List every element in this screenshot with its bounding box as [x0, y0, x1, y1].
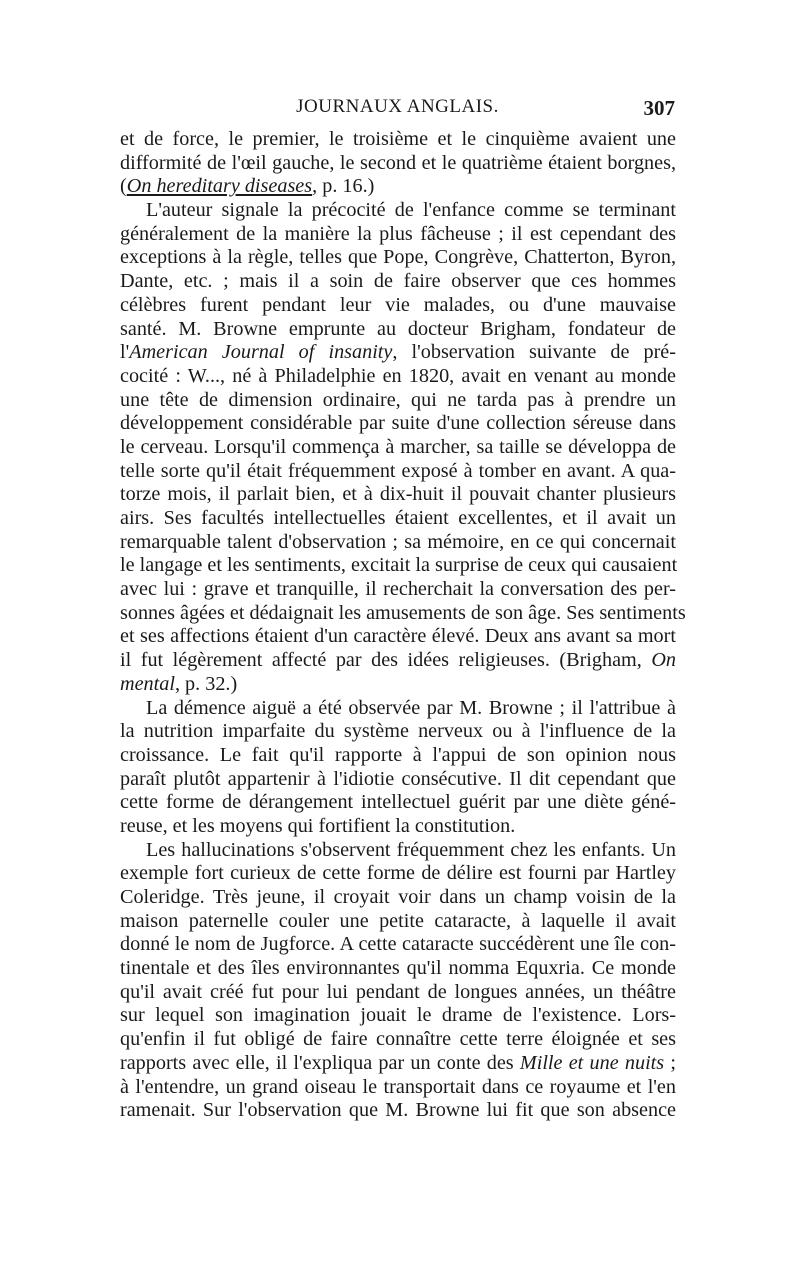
running-title: JOURNAUX ANGLAIS. — [296, 96, 499, 117]
page-header — [120, 96, 675, 126]
paragraph-start: L'auteur signale la précocité de l'enfance comme se terminant — [146, 199, 676, 222]
text-line: célèbres furent pendant leur vie malades, ou d'une mauvaise — [120, 293, 676, 316]
text-line: Dante, etc. ; mais il a soin de faire observer que ces hommes — [120, 270, 676, 293]
text-line: généralement de la manière la plus fâcheuse ; il est cependant des — [120, 222, 676, 245]
text-line: donné le nom de Jugforce. A cette cataracte succédèrent une île con- — [120, 933, 676, 956]
text-line: qu'il avait créé fut pour lui pendant de longues années, un théâtre — [120, 980, 676, 1003]
citation-line: mental, p. 32.) — [120, 672, 238, 695]
text-line: paraît plutôt appartenir à l'idiotie consécutive. Il dit cependant que — [120, 767, 676, 790]
text-line: le cerveau. Lorsqu'il commença à marcher, sa taille se développa de — [120, 435, 676, 458]
text-line: exemple fort curieux de cette forme de délire est fourni par Hartley — [120, 862, 676, 885]
citation-line: (On hereditary diseases, p. 16.) — [120, 175, 375, 198]
text-line: ramenait. Sur l'observation que M. Browne lui fit que son absence — [120, 1099, 676, 1122]
text-line: une tête de dimension ordinaire, qui ne tarda pas à prendre un — [120, 388, 676, 411]
text-line: sur lequel son imagination jouait le drame de l'existence. Lors- — [120, 1004, 676, 1027]
text-line: et de force, le premier, le troisième et le cinquième avaient une — [120, 128, 676, 150]
text-line: exceptions à la règle, telles que Pope, Congrève, Chatterton, Byron, — [120, 246, 676, 269]
text-line: santé. M. Browne emprunte au docteur Brigham, fondateur de — [120, 317, 676, 340]
text-line: il fut légèrement affecté par des idées religieuses. (Brigham, On — [120, 649, 676, 672]
text-line: reuse, et les moyens qui fortifient la constitution. — [120, 814, 516, 837]
text-line: avec lui : grave et tranquille, il recherchait la conversation des per- — [120, 578, 676, 601]
text-line: cocité : W..., né à Philadelphie en 1820, avait en venant au monde — [120, 364, 676, 387]
text-line: la nutrition imparfaite du système nerveux ou à l'influence de la — [120, 720, 676, 743]
body-text — [120, 128, 686, 1123]
text-line: tinentale et des îles environnantes qu'il nomma Equxria. Ce monde — [120, 957, 676, 980]
text-line: développement considérable par suite d'une collection séreuse dans — [120, 412, 676, 435]
text-line: cette forme de dérangement intellectuel guérit par une diète géné- — [120, 791, 676, 814]
text-line: à l'entendre, un grand oiseau le transportait dans ce royaume et l'en — [120, 1075, 676, 1098]
text-line: rapports avec elle, il l'expliqua par un conte des Mille et une nuits ; — [120, 1051, 676, 1074]
text-line: airs. Ses facultés intellectuelles étaient excellentes, et il avait un — [120, 507, 676, 529]
text-line: l'American Journal of insanity, l'observation suivante de pré- — [120, 341, 676, 364]
text-line: croissance. Le fait qu'il rapporte à l'appui de son opinion nous — [120, 743, 676, 766]
text-line: le langage et les sentiments, excitait la surprise de ceux qui causaient — [120, 554, 678, 577]
text-line: et ses affections étaient d'un caractère élevé. Deux ans avant sa mort — [120, 625, 676, 648]
text-line: torze mois, il parlait bien, et à dix-huit il pouvait chanter plusieurs — [120, 483, 676, 506]
text-line: Coleridge. Très jeune, il croyait voir dans un champ voisin de la — [120, 886, 676, 908]
paragraph-start: Les hallucinations s'observent fréquemment chez les enfants. Un — [146, 838, 676, 861]
text-line: remarquable talent d'observation ; sa mémoire, en ce qui concernait — [120, 530, 676, 553]
text-line: maison paternelle couler une petite cataracte, à laquelle il avait — [120, 909, 676, 932]
text-line: difformité de l'œil gauche, le second et le quatrième étaient borgnes, — [120, 151, 676, 174]
text-line: qu'enfin il fut obligé de faire connaître cette terre éloignée et ses — [120, 1028, 676, 1051]
text-line: sonnes âgées et dédaignait les amusements de son âge. Ses sentiments — [120, 601, 686, 624]
paragraph-start: La démence aiguë a été observée par M. Browne ; il l'attribue à — [146, 696, 676, 719]
text-line: telle sorte qu'il était fréquemment exposé à tomber en avant. A qua- — [120, 459, 676, 482]
page-number: 307 — [643, 96, 675, 120]
